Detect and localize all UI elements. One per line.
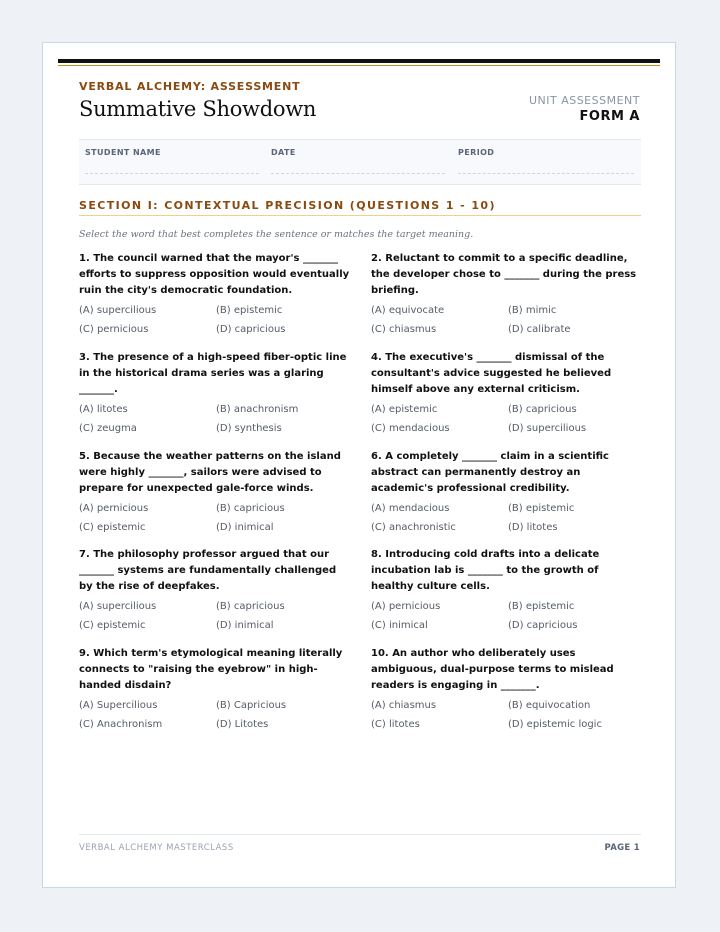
date-label: DATE [271, 148, 296, 157]
option-a[interactable]: (A) equivocate [371, 305, 445, 316]
form-label: FORM A [579, 109, 640, 124]
question-3 [79, 350, 351, 437]
student-name-label: STUDENT NAME [85, 148, 161, 157]
option-c[interactable]: (C) litotes [371, 719, 420, 730]
option-c[interactable]: (C) mendacious [371, 423, 450, 434]
question-stem: 6. A completely _______ claim in a scientific abstract can permanently destroy an academic's professional credibility. [371, 451, 609, 494]
question-1 [79, 251, 351, 338]
option-a[interactable]: (A) epistemic [371, 404, 438, 415]
option-a[interactable]: (A) supercilious [79, 601, 157, 612]
option-c[interactable]: (C) epistemic [79, 620, 146, 631]
option-a[interactable]: (A) chiasmus [371, 700, 437, 711]
option-a[interactable]: (A) supercilious [79, 305, 157, 316]
option-b[interactable]: (B) capricious [216, 601, 285, 612]
question-stem: 9. Which term's etymological meaning literally connects to "raising the eyebrow" in high-handed disdain? [79, 648, 343, 691]
question-stem: 3. The presence of a high-speed fiber-optic line in the historical drama series was a glaring _______. [79, 352, 347, 395]
option-d[interactable]: (D) supercilious [508, 423, 587, 434]
option-b[interactable]: (B) epistemic [216, 305, 283, 316]
option-b[interactable]: (B) anachronism [216, 404, 299, 415]
option-d[interactable]: (D) calibrate [508, 324, 571, 335]
option-b[interactable]: (B) capricious [508, 404, 577, 415]
period-field[interactable] [458, 173, 634, 174]
option-b[interactable]: (B) epistemic [508, 601, 575, 612]
option-a[interactable]: (A) pernicious [371, 601, 441, 612]
question-4 [371, 350, 643, 437]
option-d[interactable]: (D) litotes [508, 522, 558, 533]
option-a[interactable]: (A) Supercilious [79, 700, 158, 711]
option-b[interactable]: (B) epistemic [508, 503, 575, 514]
header-rule-accent [58, 65, 660, 66]
option-c[interactable]: (C) pernicious [79, 324, 149, 335]
option-a[interactable]: (A) litotes [79, 404, 128, 415]
option-d[interactable]: (D) epistemic logic [508, 719, 602, 730]
option-c[interactable]: (C) inimical [371, 620, 428, 631]
student-name-field[interactable] [85, 173, 259, 174]
question-stem: 2. Reluctant to commit to a specific deadline, the developer chose to _______ during the press briefing. [371, 253, 637, 296]
option-b[interactable]: (B) mimic [508, 305, 557, 316]
question-stem: 7. The philosophy professor argued that our _______ systems are fundamentally challenged by the rise of deepfakes. [79, 549, 337, 592]
option-b[interactable]: (B) Capricious [216, 700, 287, 711]
question-7 [79, 547, 351, 634]
option-d[interactable]: (D) inimical [216, 620, 274, 631]
question-stem: 4. The executive's _______ dismissal of the consultant's advice suggested he believed himself above any external criticism. [371, 352, 612, 395]
question-stem: 1. The council warned that the mayor's _______ efforts to suppress opposition would eventually ruin the city's democratic foundation. [79, 253, 350, 296]
date-field[interactable] [271, 173, 445, 174]
question-6 [371, 449, 643, 536]
option-b[interactable]: (B) capricious [216, 503, 285, 514]
header-rule-thick [58, 59, 660, 63]
question-10 [371, 646, 643, 733]
option-a[interactable]: (A) mendacious [371, 503, 450, 514]
worksheet-page [42, 42, 676, 888]
period-label: PERIOD [458, 148, 495, 157]
option-d[interactable]: (D) Litotes [216, 719, 269, 730]
option-a[interactable]: (A) pernicious [79, 503, 149, 514]
question-8 [371, 547, 643, 634]
option-c[interactable]: (C) anachronistic [371, 522, 456, 533]
question-2 [371, 251, 643, 338]
student-info-box [79, 139, 641, 185]
footer-divider [79, 834, 641, 835]
question-9 [79, 646, 351, 733]
question-stem: 8. Introducing cold drafts into a delicate incubation lab is _______ to the growth of healthy culture cells. [371, 549, 600, 592]
option-c[interactable]: (C) zeugma [79, 423, 137, 434]
question-stem: 5. Because the weather patterns on the island were highly _______, sailors were advised to prepare for unexpected gale-force winds. [79, 451, 341, 494]
section-instructions: Select the word that best completes the sentence or matches the target meaning. [79, 229, 474, 240]
page-number: PAGE 1 [604, 843, 640, 853]
option-c[interactable]: (C) Anachronism [79, 719, 163, 730]
option-b[interactable]: (B) equivocation [508, 700, 591, 711]
option-d[interactable]: (D) capricious [508, 620, 578, 631]
option-d[interactable]: (D) inimical [216, 522, 274, 533]
footer-brand: VERBAL ALCHEMY MASTERCLASS [79, 843, 234, 853]
section-divider [79, 215, 641, 216]
section-title: SECTION I: CONTEXTUAL PRECISION (QUESTIONS 1 - 10) [79, 199, 496, 212]
brand-label: VERBAL ALCHEMY: ASSESSMENT [79, 80, 301, 93]
question-stem: 10. An author who deliberately uses ambiguous, dual-purpose terms to mislead readers is engaging in _______. [371, 648, 614, 691]
unit-label: UNIT ASSESSMENT [528, 94, 640, 107]
option-c[interactable]: (C) chiasmus [371, 324, 437, 335]
option-d[interactable]: (D) capricious [216, 324, 286, 335]
option-d[interactable]: (D) synthesis [216, 423, 282, 434]
option-c[interactable]: (C) epistemic [79, 522, 146, 533]
question-5 [79, 449, 351, 536]
page-title: Summative Showdown [79, 97, 317, 121]
